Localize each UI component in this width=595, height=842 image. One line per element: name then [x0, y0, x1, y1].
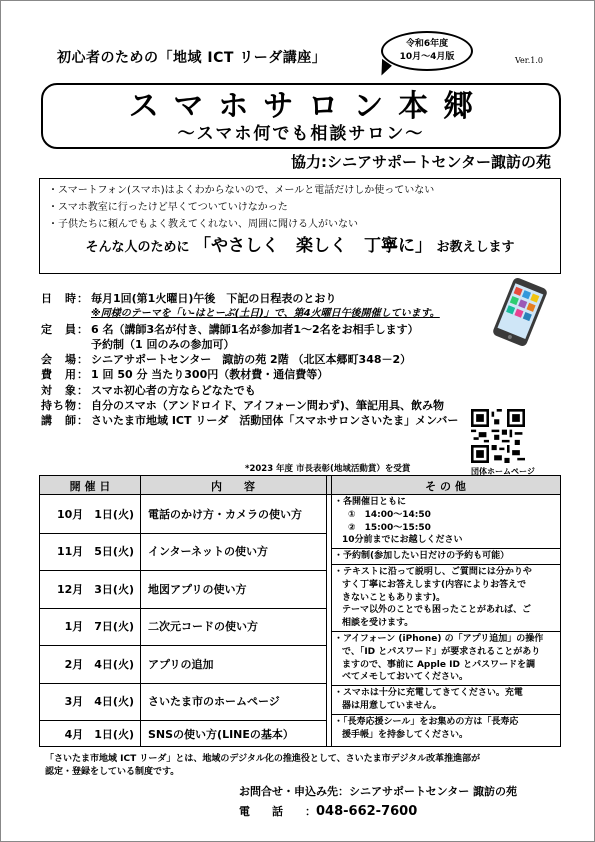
note-line: きないこともあります)。: [342, 592, 446, 603]
note-line: ますので、事前に Apple ID とパスワードを調: [342, 659, 536, 670]
intro-item: ・スマートフォン(スマホ)はよくわからないので、メールと電話だけしか使っていない: [48, 185, 435, 196]
note-line: ・「長寿応援シール」をお集めの方は「長寿応: [334, 716, 519, 727]
note-line: 援手帳」を持参してください。: [342, 729, 469, 740]
row-date: 1月 7日(火): [64, 620, 134, 634]
note-line: 器は用意していません。: [342, 700, 442, 711]
row-topic: 地図アプリの使い方: [148, 582, 247, 596]
note-line: ・予約制(参加したい日だけの予約も可能）: [334, 551, 510, 562]
bubble-months: 10月～4月版: [399, 52, 455, 62]
row-date: 3月 4日(火): [64, 695, 134, 709]
bubble-year: 令和6年度: [405, 39, 449, 49]
table-row: [40, 533, 326, 572]
reservation-note: 予約制（1 回のみの参加可）: [91, 337, 235, 351]
course-heading: 初心者のための「地域 ICT リーダ講座」: [57, 50, 327, 66]
schedule-header-row: [40, 476, 560, 495]
items-label: 持ち物：: [41, 399, 89, 413]
intro-item: ・子供たちに頼んでもよく教えてくれない、周囲に聞ける人がいない: [48, 219, 358, 230]
main-title: スマホサロン本郷: [128, 89, 489, 124]
sub-title: ～スマホ何でも相談サロン～: [177, 124, 425, 144]
qr-code-icon[interactable]: [471, 409, 525, 463]
note-line: テーマ以外のことでも困ったことがあれば、ご: [342, 605, 532, 616]
row-topic: アプリの追加: [148, 657, 214, 671]
tagline-main: 「やさしく 楽しく 丁寧に」: [194, 236, 432, 256]
tagline-post: お教えします: [436, 240, 515, 255]
definition-line: 認定・登録をしている制度です。: [45, 767, 180, 777]
note-line: ② 15:00～15:50: [348, 522, 431, 533]
notes-column: [331, 494, 560, 743]
intro-tagline: [48, 238, 552, 256]
cooperation-text: 協力:シニアサポートセンター諏訪の苑: [291, 153, 551, 171]
period-bubble: [381, 31, 473, 71]
row-topic: 電話のかけ方・カメラの使い方: [148, 507, 302, 521]
row-topic: 二次元コードの使い方: [148, 620, 258, 634]
definition-line: 「さいたま市地域 ICT リーダ」とは、地域のデジタル化の推進役として、さいたま市デジタル改革推進部が: [45, 754, 481, 764]
note-line: ・アイフォーン (iPhone) の「アプリ追加」の操作: [334, 633, 544, 644]
schedule-note: ※同様のテーマを「い-はとーぶ(土日)」で、第4火曜日午後開催しています。: [91, 308, 440, 320]
lecturer-label: 講 師：: [41, 414, 89, 428]
note-line: ・テキストに沿って説明し、ご質問には分かりや: [334, 566, 532, 577]
note-line: ① 14:00～14:50: [348, 509, 431, 520]
row-date: 4月 1日(火): [64, 727, 134, 741]
target-label: 対 象：: [41, 383, 89, 397]
capacity-value: 6 名（講師3名が付き、講師1名が参加者1～2名をお相手します）: [91, 322, 419, 336]
venue-value: シニアサポートセンター 諏訪の苑 2階 （北区本郷町348－2）: [91, 353, 412, 367]
capacity-label: 定 員：: [41, 322, 89, 336]
table-row: [40, 683, 326, 722]
note-line: で、「ID とパスワード」が要求されることがあり: [342, 646, 541, 657]
header-content: 内 容: [211, 480, 255, 493]
row-date: 10月 1日(火): [56, 507, 134, 521]
schedule-table: [39, 475, 561, 747]
target-value: スマホ初心者の方ならどなたでも: [91, 383, 256, 397]
fee-label: 費 用：: [41, 368, 89, 382]
table-row: [40, 570, 326, 609]
note-line: 相談を受けます。: [342, 618, 414, 629]
tagline-pre: そんな人のために: [85, 240, 190, 255]
contact-value: シニアサポートセンター 諏訪の苑: [349, 785, 518, 798]
table-row: [40, 645, 326, 684]
note-line: ・各開催日ともに: [334, 497, 407, 507]
items-value: 自分のスマホ（アンドロイド、アイフォーン問わず)、筆記用具、飲み物: [91, 399, 444, 413]
lecturer-value: さいたま市地域 ICT リーダ 活動団体「スマホサロンさいたま」メンバー: [91, 414, 459, 428]
note-line: べてメモしておいてください。: [342, 672, 469, 683]
info-section: [41, 291, 481, 429]
row-topic: SNSの使い方(LINEの基本）: [148, 727, 294, 741]
row-date: 12月 3日(火): [56, 582, 134, 596]
table-row: [40, 720, 326, 747]
row-topic: インターネットの使い方: [148, 545, 269, 559]
note-line: 10分前までにお越しください: [342, 535, 463, 546]
note-line: ・スマホは十分に充電してきてください。充電: [334, 688, 523, 699]
column-divider: [326, 476, 327, 746]
icl-definition: [45, 753, 525, 779]
contact-label: お問合せ・申込み先：: [239, 785, 349, 798]
header-other: そ の 他: [425, 480, 466, 493]
intro-box: [39, 178, 561, 274]
title-box: [41, 83, 561, 149]
intro-item: ・スマホ教室に行ったけど早くてついていけなかった: [48, 202, 288, 213]
phone-label: 電 話 ：: [239, 805, 316, 818]
header-date: 開 催 日: [69, 480, 111, 493]
phone-value[interactable]: 048-662-7600: [316, 804, 418, 819]
fee-value: 1 回 50 分 当たり300円（教材費・通信費等）: [91, 368, 329, 382]
row-date: 11月 5日(火): [56, 545, 134, 559]
venue-label: 会 場：: [41, 353, 89, 367]
schedule-value: 毎月1回(第1火曜日)午後 下記の日程表のとおり: [91, 292, 337, 305]
schedule-label: 日 時：: [41, 292, 89, 305]
smartphone-icon: [485, 277, 555, 347]
contact-block: [239, 782, 517, 822]
award-note: *2023 年度 市長表彰(地域活動賞）を受賞: [245, 464, 411, 474]
row-date: 2月 4日(火): [64, 657, 134, 671]
note-line: すく丁寧にお答えします(内容によりお答えで: [342, 579, 527, 590]
table-row: [40, 495, 326, 534]
row-topic: さいたま市のホームページ: [148, 695, 280, 709]
table-row: [40, 608, 326, 647]
qr-caption: 団体ホームページ: [471, 467, 535, 476]
version-label: Ver.1.0: [515, 56, 543, 65]
